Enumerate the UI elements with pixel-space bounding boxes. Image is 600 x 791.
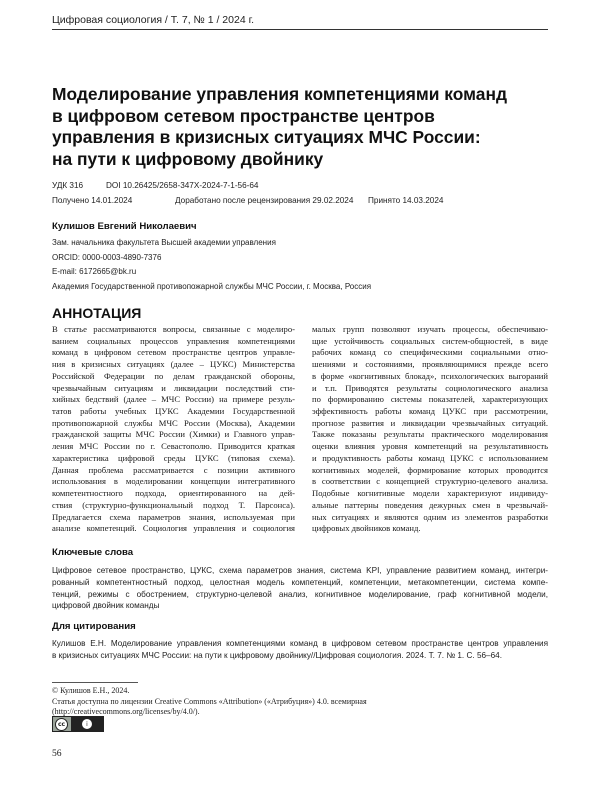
- accepted-date: Принято 14.03.2024: [368, 196, 444, 205]
- abstract-line: альные паттерны поведения дежурных смен в чрезвычай-: [312, 499, 548, 510]
- author-email[interactable]: E-mail: 6172665@bk.ru: [52, 267, 137, 276]
- author-affiliation: Академия Государственной противопожарной службы МЧС России, г. Москва, Россия: [52, 282, 372, 291]
- abstract-line: Российской Федерации по делам гражданской обороны,: [52, 370, 295, 381]
- citation-text: [52, 638, 548, 662]
- keywords-line: цифровой двойник команды: [52, 601, 160, 611]
- keywords-heading: Ключевые слова: [52, 547, 134, 558]
- by-section: [71, 717, 103, 731]
- abstract-line: чрезвычайным ситуациям и ликвидации последствий сти-: [52, 382, 295, 393]
- abstract-line: Подобные когнитивные модели характеризуют индивиду-: [312, 488, 548, 499]
- citation-line: Кулишов Е.Н. Моделирование управления компетенциями команд в цифровом сетевом пространстве центров управления: [52, 639, 548, 648]
- abstract-line: и продуктивность работы команд ЦУКС с использованием: [312, 452, 548, 463]
- abstract-line: оценки влияния уровня компетенций на результативность: [312, 441, 548, 452]
- author-orcid[interactable]: ORCID: 0000-0003-4890-7376: [52, 253, 162, 262]
- abstract-line: характеристика цифровой среды ЦУКС (типовая схема).: [52, 452, 295, 463]
- footer-rule: [52, 682, 138, 683]
- header-rule: [52, 29, 548, 30]
- abstract-line: эффективность работы команд ЦУКС при рассмотрении,: [312, 406, 548, 417]
- abstract-line: рабочих команд со специфическими социальными отно-: [312, 347, 548, 358]
- abstract-line: гражданской защиты МЧС России (Химки) и Главного управ-: [52, 429, 295, 440]
- abstract-line: В статье рассматриваются вопросы, связанные с моделиро-: [52, 324, 295, 334]
- title-line: Моделирование управления компетенциями команд: [52, 84, 508, 104]
- cc-by-badge[interactable]: [52, 716, 104, 732]
- abstract-line: и т.п. Приводятся результаты социологического анализа: [312, 382, 548, 393]
- received-date: Получено 14.01.2024: [52, 196, 133, 205]
- abstract-line: использования в моделировании концепции интегративного: [52, 476, 295, 487]
- abstract-line: противопожарной службы МЧС России (Москва), Академии: [52, 417, 295, 428]
- copyright-text: © Кулишов Е.Н., 2024.: [52, 686, 130, 695]
- abstract-line: ных ситуациях и являются одним из элементов разработки: [312, 511, 548, 522]
- license-text: Статья доступна по лицензии Creative Commons «Attribution» («Атрибуция») 4.0. всемирная: [52, 697, 367, 706]
- abstract-line: ствия (структурно-функциональный подход Т. Парсонса).: [52, 499, 295, 510]
- abstract-line: ления МЧС России по г. Севастополю. Приводится краткая: [52, 441, 295, 452]
- running-head: Цифровая социология / Т. 7, № 1 / 2024 г.: [52, 14, 255, 26]
- abstract-line: шениями и состояниями, проявляющимися прежде всего: [312, 359, 548, 370]
- abstract-line: прогнозе развития и ликвидации чрезвычайных ситуаций.: [312, 417, 548, 428]
- abstract-line: когнитивных моделей, формирование которых проводится: [312, 464, 548, 475]
- abstract-heading: АННОТАЦИЯ: [52, 305, 142, 321]
- abstract-line: анализе компетенций. Социология управления и социология: [52, 523, 295, 534]
- abstract-line: Данная проблема рассматривается с позиции активного: [52, 464, 295, 475]
- abstract-line: Предлагается схема параметров знания, используемая при: [52, 511, 295, 522]
- license-url[interactable]: (http://creativecommons.org/licenses/by/4.0/).: [52, 707, 200, 716]
- article-title: [52, 84, 552, 170]
- abstract-line: Также показаны результаты практического моделирования: [312, 429, 548, 440]
- author-position: Зам. начальника факультета Высшей академии управления: [52, 238, 276, 247]
- abstract-line: по формированию системы показателей, характеризующих: [312, 394, 548, 405]
- abstract-line: команд в цифровом сетевом пространстве центров управле-: [52, 347, 295, 358]
- abstract-line: ванием социальных процессов управления компетенциями: [52, 335, 295, 346]
- udk-code: УДК 316: [52, 181, 84, 190]
- title-line: на пути к цифровому двойнику: [52, 148, 324, 169]
- abstract-line: ния в кризисных ситуациях (далее – ЦУКС) Министерства: [52, 359, 295, 370]
- abstract-line: в форме «когнитивных блокад», психологических выгораний: [312, 370, 548, 381]
- cc-icon: cc: [55, 718, 68, 731]
- page-number: 56: [52, 748, 62, 759]
- author-name: Кулишов Евгений Николаевич: [52, 221, 197, 232]
- keywords-text: [52, 565, 548, 612]
- abstract-line: хийных бедствий (далее – МЧС России) на примере резуль-: [52, 394, 295, 405]
- abstract-line: щие устойчивость социальных систем-общностей, в виде: [312, 335, 548, 346]
- title-line: в цифровом сетевом пространстве центров: [52, 105, 435, 126]
- abstract-line: цифровых двойников команд.: [312, 523, 421, 534]
- keywords-line: Цифровое сетевое пространство, ЦУКС, схема параметров знания, система KPI, управление развитием команд, интегри-: [52, 566, 548, 575]
- citation-heading: Для цитирования: [52, 621, 136, 632]
- abstract-left-column: [52, 324, 295, 535]
- keywords-line: тенций, режимы с обострением, структурно-целевой анализ, когнитивное моделирование, граф когнитивной модели,: [52, 589, 548, 599]
- abstract-line: в соответствии с концепцией структурно-целевого анализа.: [312, 476, 548, 487]
- keywords-line: рованный компетентностный подход, целостная модель компетенций, компетенции, метакомпетенции, система компе-: [52, 577, 548, 587]
- title-line: управления в кризисных ситуациях МЧС России:: [52, 127, 481, 147]
- doi-link[interactable]: DOI 10.26425/2658-347X-2024-7-1-56-64: [106, 181, 259, 190]
- citation-line: в кризисных ситуациях МЧС России: на пути к цифровому двойнику//Цифровая социология. 2024. Т. 7. № 1. С. 56–64.: [52, 650, 502, 660]
- abstract-line: татов работы учебных ЦУКС Академии Государственной: [52, 406, 295, 417]
- revised-date: Доработано после рецензирования 29.02.2024: [175, 196, 354, 205]
- abstract-line: компетентностного подхода, ориентированного на дей-: [52, 488, 295, 499]
- abstract-right-column: [312, 324, 548, 535]
- attribution-icon: i: [82, 719, 92, 729]
- abstract-line: малых групп позволяют изучать процессы, обеспечиваю-: [312, 324, 548, 334]
